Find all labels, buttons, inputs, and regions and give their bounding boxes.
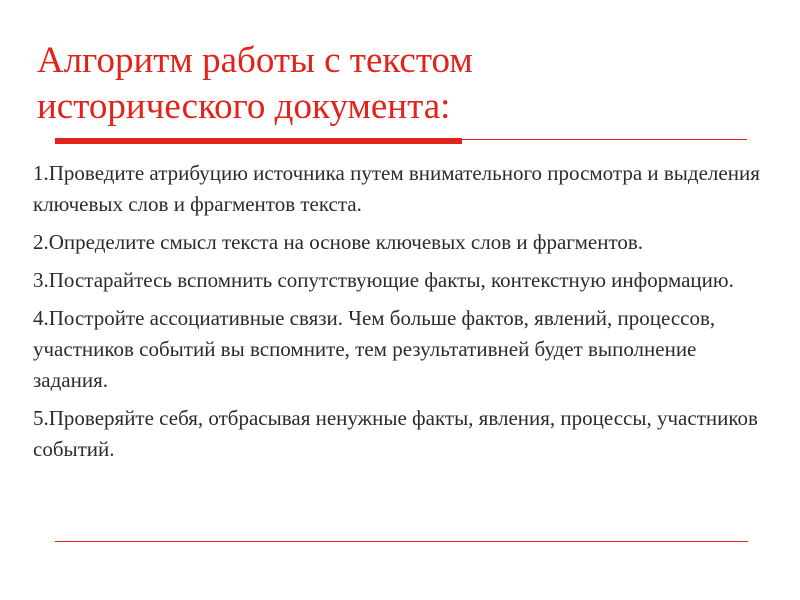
list-item [33, 403, 768, 465]
title-underline-thick [55, 138, 462, 144]
list-item-number: 5. [33, 406, 49, 430]
bottom-divider [55, 541, 748, 542]
algorithm-steps-list [33, 158, 768, 472]
list-item [33, 303, 768, 396]
list-item [33, 227, 768, 258]
list-item-number: 2. [33, 230, 49, 254]
list-item-number: 1. [33, 161, 49, 185]
slide-title [37, 38, 757, 130]
list-item-text: Постройте ассоциативные связи. Чем больше фактов, явлений, процессов, участников событий вы вспомните, тем результативней будет выполнение задания. [33, 306, 716, 392]
list-item-text: Постарайтесь вспомнить сопутствующие факты, контекстную информацию. [48, 268, 734, 292]
list-item-text: Проведите атрибуцию источника путем внимательного просмотра и выделения ключевых слов и фрагментов текста. [33, 161, 760, 216]
list-item [33, 265, 768, 296]
slide-title-line-1: Алгоритм работы с текстом [37, 40, 473, 81]
list-item-text: Проверяйте себя, отбрасывая ненужные факты, явления, процессы, участников событий. [33, 406, 758, 461]
list-item-number: 4. [33, 306, 49, 330]
slide-title-line-2: исторического документа: [37, 86, 451, 127]
title-underline-thin [462, 139, 747, 140]
list-item [33, 158, 768, 220]
list-item-number: 3. [33, 268, 49, 292]
list-item-text: Определите смысл текста на основе ключевых слов и фрагментов. [48, 230, 644, 254]
